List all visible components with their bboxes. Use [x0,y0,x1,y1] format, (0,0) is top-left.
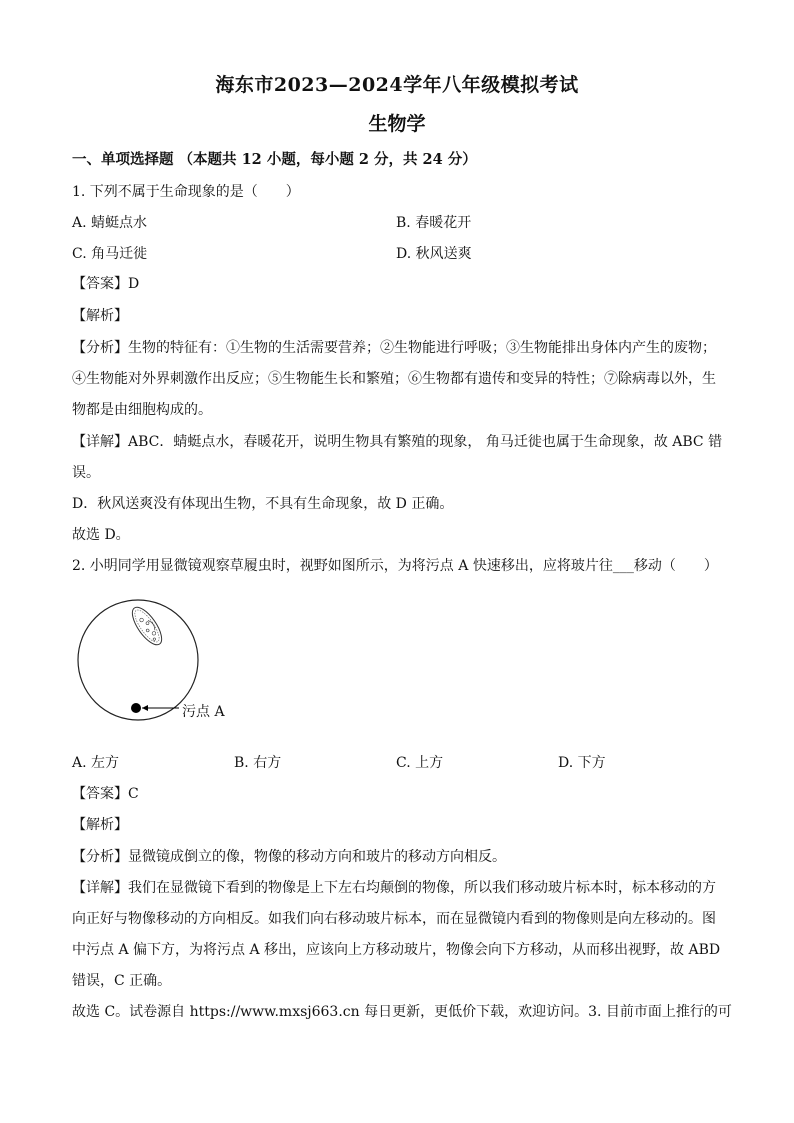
field-of-view-circle [78,600,198,720]
q2-option-c: C. 上方 [396,755,444,771]
q1-xiangjie-line2: 误。 [72,465,100,481]
microscope-field-svg [72,598,252,728]
q2-xiangjie-line4: 错误，C 正确。 [72,973,172,989]
q2-xiangjie-line1: 【详解】我们在显微镜下看到的物像是上下左右均颠倒的物像，所以我们移动玻片标本时，标本移动的方 [72,880,716,896]
exam-title: 海东市2023—2024学年八年级模拟考试 [215,74,579,96]
microscope-field-diagram [72,598,252,728]
q1-fenxi-line1: 【分析】生物的特征有：①生物的生活需要营养；②生物能进行呼吸；③生物能排出身体内产生的废物； [72,340,716,356]
pointer-arrowhead [142,705,148,711]
q2-xiangjie-line3: 中污点 A 偏下方，为将污点 A 移出，应该向上方移动玻片，物像会向下方移动，从而移出视野，故 ABD [72,942,721,958]
q2-option-d: D. 下方 [558,755,606,771]
stain-point-a [131,703,141,713]
q2-conclusion: 故选 C。试卷源自 https://www.mxsj663.cn 每日更新，更低价下载，欢迎访问。3. 目前市面上推行的可 [72,1004,732,1020]
q2-answer: 【答案】C [72,786,139,802]
q2-option-b: B. 右方 [234,755,282,771]
q2-analysis-label: 【解析】 [72,817,128,833]
q1-xiangjie-line3: D．秋风送爽没有体现出生物，不具有生命现象，故 D 正确。 [72,496,454,512]
q2-xiangjie-line2: 向正好与物像移动的方向相反。如我们向右移动玻片标本，而在显微镜内看到的物像则是向左移动的。图 [72,911,716,927]
q1-option-c: C. 角马迁徙 [72,246,148,262]
q2-fenxi-line1: 【分析】显微镜成倒立的像，物像的移动方向和玻片的移动方向相反。 [72,849,506,865]
q2-stem: 2. 小明同学用显微镜观察草履虫时，视野如图所示，为将污点 A 快速移出，应将玻片往___移动（ ） [72,558,718,574]
q1-option-a: A. 蜻蜓点水 [72,215,148,231]
q1-xiangjie-line1: 【详解】ABC．蜻蜓点水，春暖花开，说明生物具有繁殖的现象， 角马迁徙也属于生命现象，故 ABC 错 [72,434,723,450]
paramecium-icon [127,603,167,649]
q2-option-a: A. 左方 [72,755,120,771]
q1-option-b: B. 春暖花开 [396,215,472,231]
q1-fenxi-line3: 物都是由细胞构成的。 [72,402,212,418]
stain-point-label: 污点 A [182,704,225,720]
q1-analysis-label: 【解析】 [72,308,128,324]
q1-stem: 1. 下列不属于生命现象的是（ ） [72,184,300,200]
q1-answer: 【答案】D [72,276,140,292]
q1-fenxi-line2: ④生物能对外界刺激作出反应；⑤生物能生长和繁殖；⑥生物都有遗传和变异的特性；⑦除病毒以外，生 [72,371,716,387]
q1-conclusion: 故选 D。 [72,527,130,543]
section-heading: 一、单项选择题 （本题共 12 小题，每小题 2 分，共 24 分） [72,151,477,168]
q1-option-d: D. 秋风送爽 [396,246,472,262]
subject-title: 生物学 [368,113,426,135]
